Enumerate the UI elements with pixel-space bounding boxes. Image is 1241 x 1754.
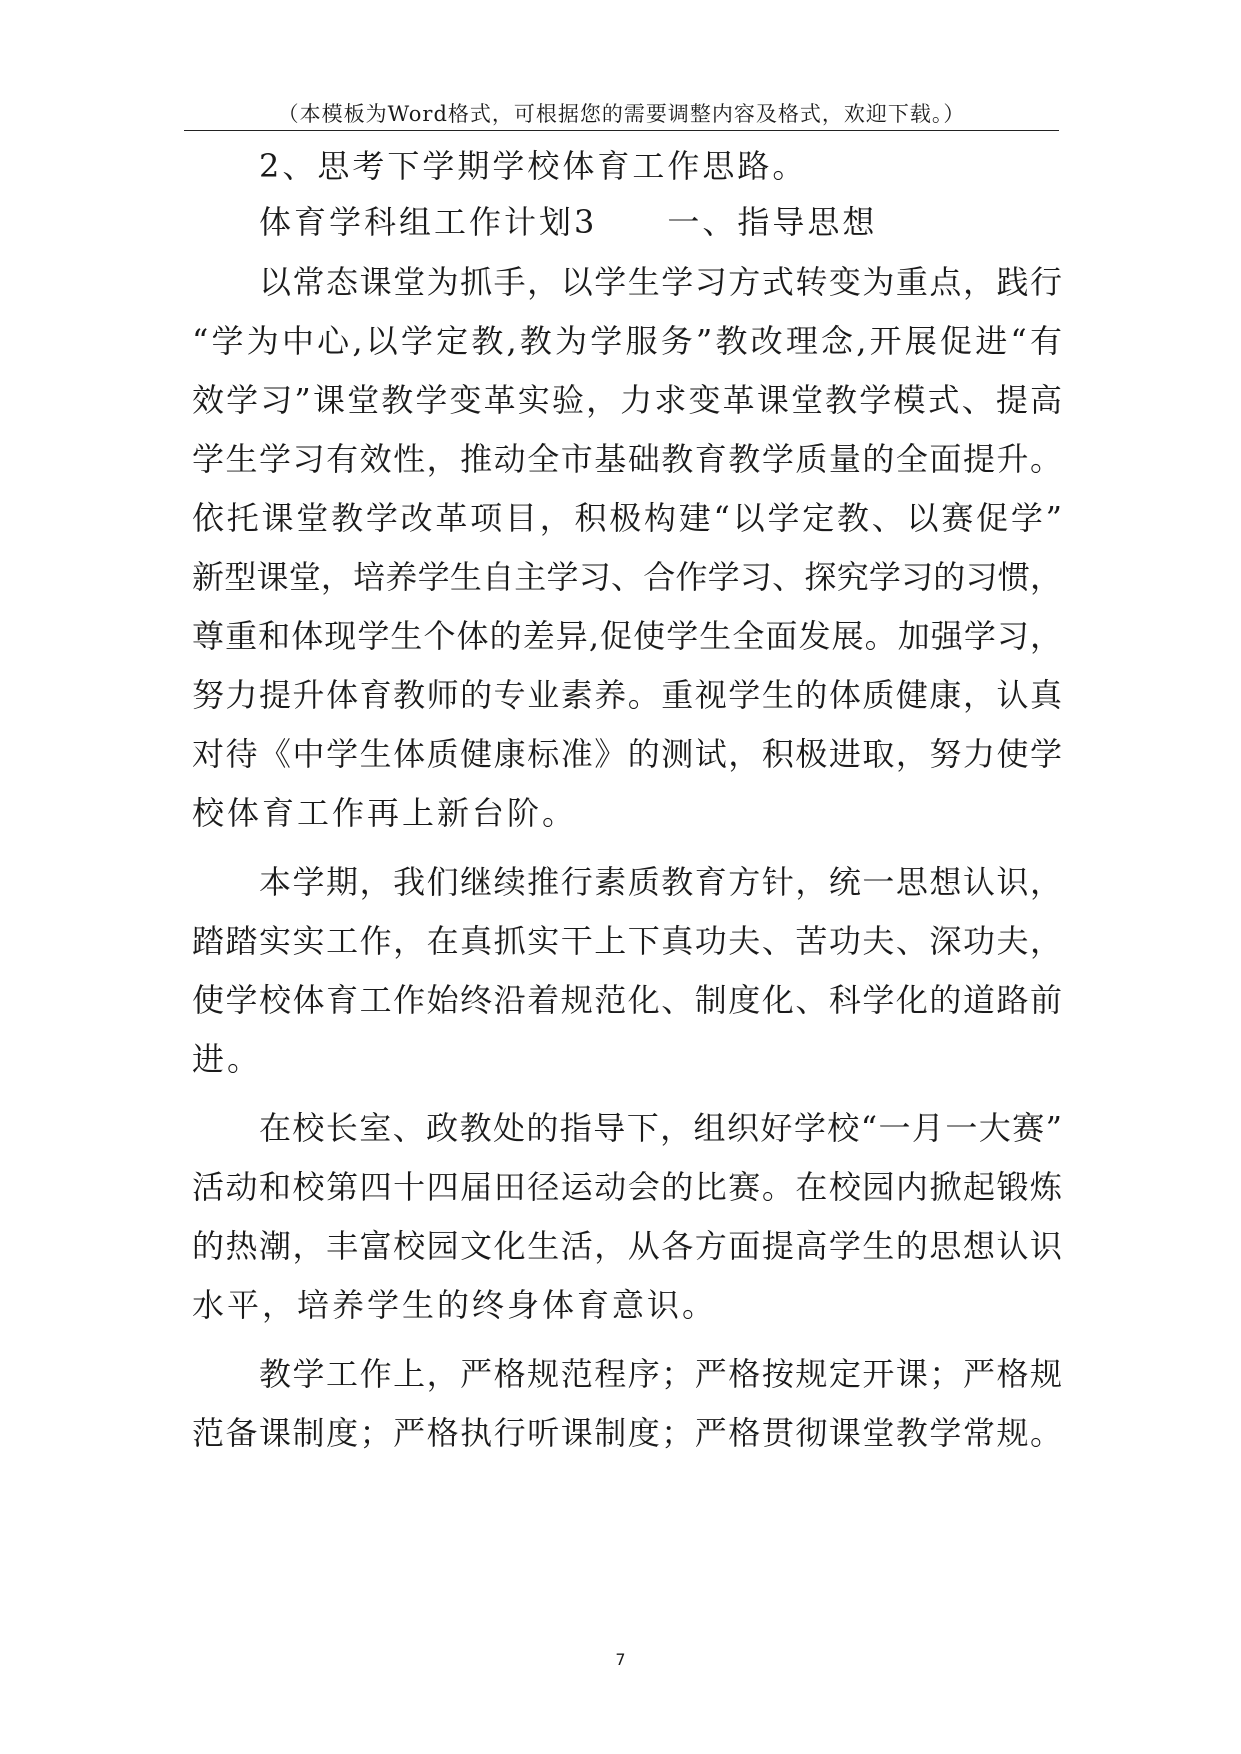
template-note-header: （本模板为Word格式，可根据您的需要调整内容及格式，欢迎下载。） bbox=[277, 102, 966, 126]
paragraph-line: 踏踏实实工作，在真抓实干上下真功夫、苦功夫、深功夫， bbox=[192, 922, 1062, 960]
paragraph-line: 的热潮，丰富校园文化生活，从各方面提高学生的思想认识 bbox=[192, 1227, 1062, 1265]
paragraph-line: 2、思考下学期学校体育工作思路。 bbox=[259, 147, 808, 185]
paragraph-line: 进。 bbox=[192, 1040, 263, 1078]
paragraph-line: 使学校体育工作始终沿着规范化、制度化、科学化的道路前 bbox=[192, 981, 1062, 1019]
paragraph-line: 在校长室、政教处的指导下，组织好学校“一月一大赛” bbox=[259, 1109, 1062, 1147]
plan-title: 体育学科组工作计划3 bbox=[259, 203, 598, 241]
paragraph-line: 效学习”课堂教学变革实验，力求变革课堂教学模式、提高 bbox=[192, 381, 1062, 419]
paragraph-line: “学为中心,以学定教,教为学服务”教改理念,开展促进“有 bbox=[192, 322, 1062, 360]
header-divider bbox=[184, 130, 1059, 131]
paragraph-line: 努力提升体育教师的专业素养。重视学生的体质健康，认真 bbox=[192, 676, 1062, 714]
paragraph-line: 以常态课堂为抓手，以学生学习方式转变为重点，践行 bbox=[259, 263, 1062, 301]
page-number: 7 bbox=[615, 1650, 626, 1669]
section-heading: 一、指导思想 bbox=[667, 203, 878, 241]
paragraph-line: 尊重和体现学生个体的差异,促使学生全面发展。加强学习， bbox=[192, 617, 1062, 655]
paragraph-line: 范备课制度；严格执行听课制度；严格贯彻课堂教学常规。 bbox=[192, 1414, 1062, 1452]
paragraph-line: 学生学习有效性，推动全市基础教育教学质量的全面提升。 bbox=[192, 440, 1062, 478]
paragraph-line: 校体育工作再上新台阶。 bbox=[192, 794, 578, 832]
paragraph-line: 新型课堂，培养学生自主学习、合作学习、探究学习的习惯， bbox=[192, 558, 1062, 596]
paragraph-line: 活动和校第四十四届田径运动会的比赛。在校园内掀起锻炼 bbox=[192, 1168, 1062, 1206]
paragraph-line: 教学工作上，严格规范程序；严格按规定开课；严格规 bbox=[259, 1355, 1062, 1393]
section-heading-line bbox=[259, 202, 877, 242]
paragraph-line: 对待《中学生体质健康标准》的测试，积极进取，努力使学 bbox=[192, 735, 1062, 773]
paragraph-line: 依托课堂教学改革项目，积极构建“以学定教、以赛促学” bbox=[192, 499, 1062, 537]
paragraph-line: 本学期，我们继续推行素质教育方针，统一思想认识， bbox=[259, 863, 1062, 901]
paragraph-line: 水平，培养学生的终身体育意识。 bbox=[192, 1286, 718, 1324]
